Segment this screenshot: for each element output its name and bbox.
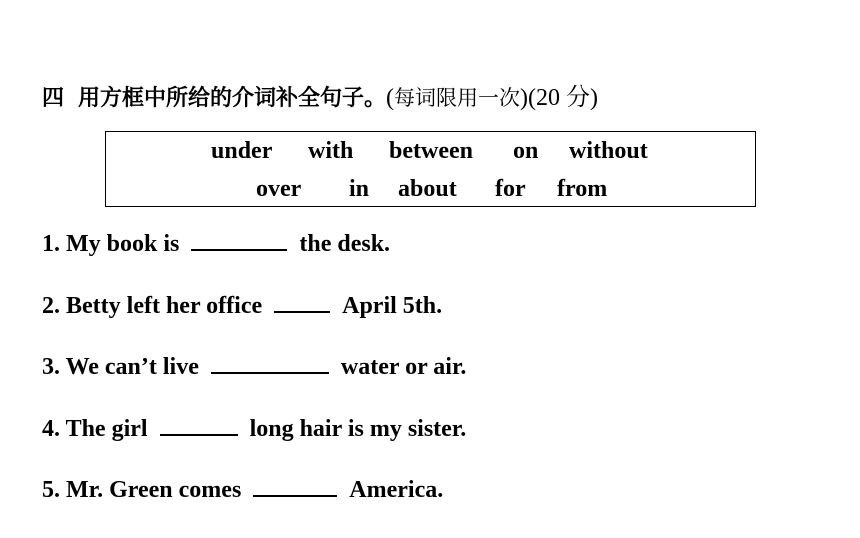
score-text: (20 分) (528, 85, 599, 111)
question-text-after: the desk. (299, 231, 391, 257)
question-item (42, 350, 466, 382)
word-bank-word: under (211, 138, 273, 164)
answer-blank[interactable] (160, 412, 238, 436)
note-text: 每词限用一次 (394, 86, 521, 110)
note-close: ) (520, 85, 529, 111)
question-text-before: 2. Betty left her office (42, 293, 263, 319)
question-text-before: 4. The girl (42, 416, 148, 442)
question-text-after: America. (349, 477, 444, 503)
word-bank-word: with (308, 138, 354, 164)
question-item (42, 227, 390, 259)
note-open: ( (386, 85, 395, 111)
word-bank-word: from (557, 176, 608, 202)
word-bank-word: in (349, 176, 370, 202)
question-text-after: April 5th. (342, 293, 443, 319)
instruction-text: 用方框中所给的介词补全句子。 (78, 86, 387, 111)
word-bank-box (105, 131, 756, 207)
word-bank-row-1 (106, 136, 755, 166)
question-text-before: 5. Mr. Green comes (42, 477, 242, 503)
question-item (42, 473, 443, 505)
word-bank-word: about (398, 176, 457, 202)
answer-blank[interactable] (211, 350, 329, 374)
question-text-after: long hair is my sister. (249, 416, 467, 442)
word-bank-row-2 (106, 174, 755, 204)
answer-blank[interactable] (253, 473, 337, 497)
word-bank-word: for (495, 176, 526, 202)
answer-blank[interactable] (274, 289, 330, 313)
exercise-heading (42, 82, 598, 115)
word-bank-word: between (389, 138, 473, 164)
answer-blank[interactable] (191, 227, 287, 251)
question-text-after: water or air. (340, 354, 467, 380)
question-text-before: 3. We can’t live (42, 354, 199, 380)
question-text-before: 1. My book is (42, 231, 180, 257)
question-item (42, 289, 442, 321)
question-item (42, 412, 466, 444)
word-bank-word: on (513, 138, 539, 164)
word-bank-word: without (569, 138, 648, 164)
word-bank-word: over (256, 176, 302, 202)
section-number: 四 (42, 86, 65, 111)
